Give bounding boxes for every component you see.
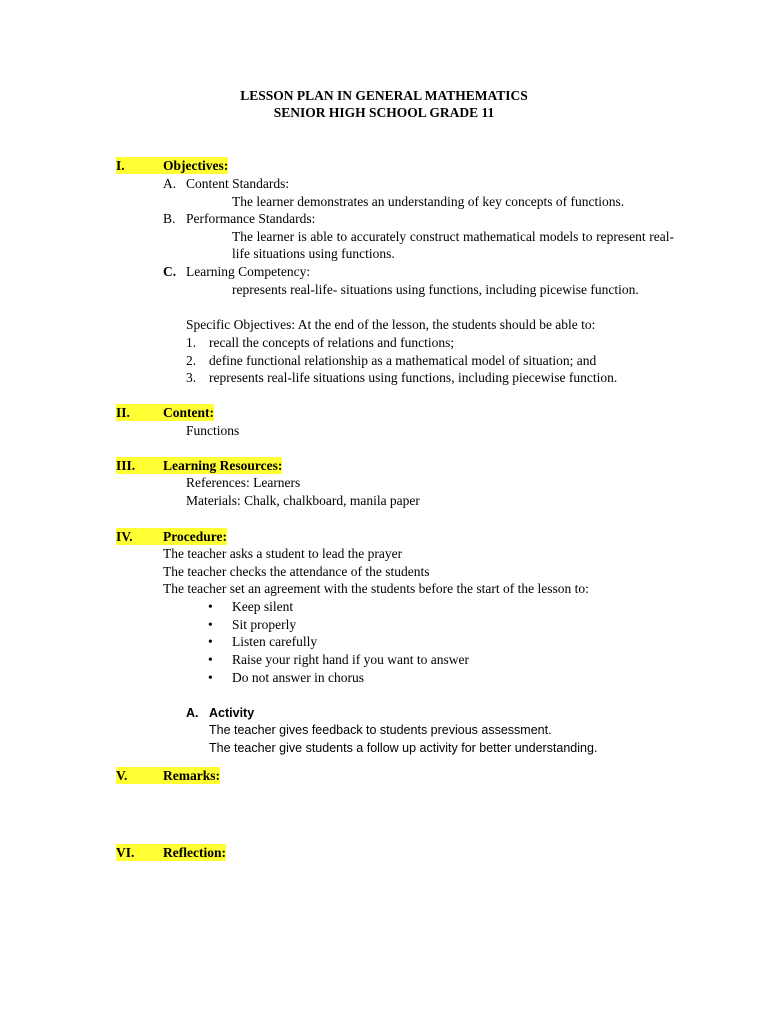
bullet-icon: • xyxy=(208,599,213,614)
agreement-item: Sit properly xyxy=(232,617,297,632)
agreement-item: Raise your right hand if you want to answer xyxy=(232,652,469,667)
specific-objective-number: 1. xyxy=(186,335,197,350)
objectives-b-marker: B. xyxy=(163,211,176,226)
section-numeral: V. xyxy=(116,767,164,784)
resources-materials: Materials: Chalk, chalkboard, manila paper xyxy=(186,493,420,508)
section-title: Objectives: xyxy=(163,158,229,173)
agreement-item: Keep silent xyxy=(232,599,294,614)
objectives-c-marker: C. xyxy=(163,264,177,279)
activity-marker: A. xyxy=(186,706,199,720)
bullet-icon: • xyxy=(208,670,213,685)
activity-line: The teacher give students a follow up activity for better understanding. xyxy=(209,741,598,755)
specific-objectives-intro: Specific Objectives: At the end of the lesson, the students should be able to: xyxy=(186,317,596,332)
section-numeral: III. xyxy=(116,457,164,474)
section-numeral: VI. xyxy=(116,844,164,861)
activity-line: The teacher gives feedback to students previous assessment. xyxy=(209,723,552,737)
activity-label: Activity xyxy=(209,706,255,720)
procedure-line: The teacher set an agreement with the students before the start of the lesson to: xyxy=(163,581,589,596)
performance-standards-text: The learner is able to accurately construct mathematical models to represent real-life situations using functions. xyxy=(232,229,674,261)
objectives-a-marker: A. xyxy=(163,176,177,191)
learning-competency-label: Learning Competency: xyxy=(186,264,311,279)
document-title-line2: SENIOR HIGH SCHOOL GRADE 11 xyxy=(273,105,495,120)
procedure-line: The teacher checks the attendance of the students xyxy=(163,564,430,579)
bullet-icon: • xyxy=(208,634,213,649)
agreement-item: Listen carefully xyxy=(232,634,318,649)
section-numeral: II. xyxy=(116,404,164,421)
content-topic: Functions xyxy=(186,423,240,438)
section-numeral: IV. xyxy=(116,528,164,545)
procedure-line: The teacher asks a student to lead the prayer xyxy=(163,546,403,561)
section-numeral: I. xyxy=(116,157,164,174)
document-title-line1: LESSON PLAN IN GENERAL MATHEMATICS xyxy=(240,88,528,103)
content-standards-label: Content Standards: xyxy=(186,176,290,191)
performance-standards-label: Performance Standards: xyxy=(186,211,316,226)
content-standards-text: The learner demonstrates an understanding of key concepts of functions. xyxy=(232,194,625,209)
specific-objective-item: represents real-life situations using functions, including piecewise function. xyxy=(209,370,618,385)
resources-references: References: Learners xyxy=(186,475,301,490)
section-title: Procedure: xyxy=(163,529,227,544)
section-title: Learning Resources: xyxy=(163,458,283,473)
section-title: Remarks: xyxy=(163,768,220,783)
specific-objective-number: 3. xyxy=(186,370,197,385)
section-title: Content: xyxy=(163,405,214,420)
specific-objective-item: define functional relationship as a mathematical model of situation; and xyxy=(209,353,597,368)
learning-competency-text: represents real-life- situations using functions, including picewise function. xyxy=(232,282,639,297)
agreement-item: Do not answer in chorus xyxy=(232,670,364,685)
specific-objective-number: 2. xyxy=(186,353,197,368)
bullet-icon: • xyxy=(208,617,213,632)
bullet-icon: • xyxy=(208,652,213,667)
section-title: Reflection: xyxy=(163,845,226,860)
specific-objective-item: recall the concepts of relations and functions; xyxy=(209,335,455,350)
